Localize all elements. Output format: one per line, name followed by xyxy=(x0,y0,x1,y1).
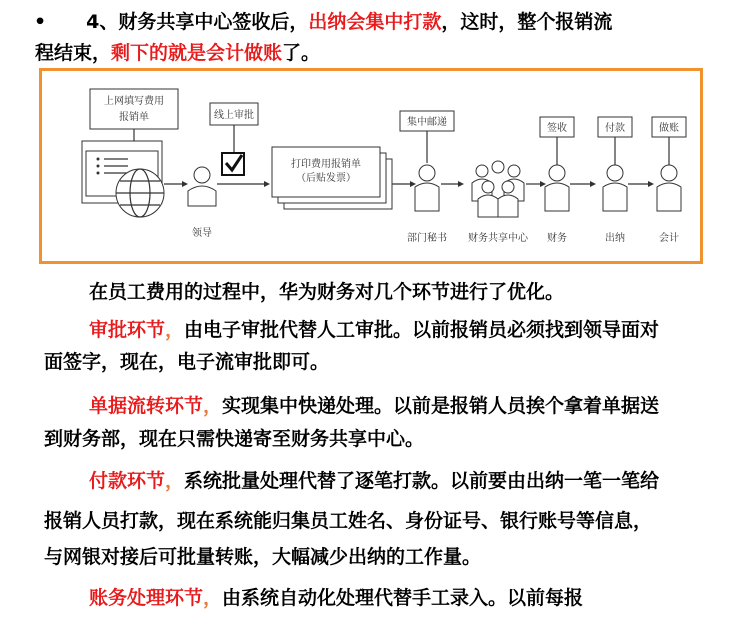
intro-text: 4、财务共享中心签收后， xyxy=(86,11,309,33)
finance-label: 财务 xyxy=(547,233,567,244)
intro-text-2-end: 了。 xyxy=(282,42,321,64)
section-approval xyxy=(89,318,659,342)
intro-line-2 xyxy=(35,41,320,65)
print-label-2: （后贴发票） xyxy=(296,173,356,184)
mail-label: 集中邮递 xyxy=(407,117,447,128)
intro-line-1 xyxy=(34,10,612,34)
online-form-label: 上网填写费用 xyxy=(104,96,164,107)
section-accounting-head: 账务处理环节 xyxy=(89,587,204,609)
section-payment xyxy=(89,469,659,493)
intro-highlight-cashier: 出纳会集中打款 xyxy=(308,11,442,33)
section-payment-line-3: 与网银对接后可批量转账，大幅减少出纳的工作量。 xyxy=(44,546,482,568)
secretary-label: 部门秘书 xyxy=(407,233,447,244)
comma: ， xyxy=(203,395,223,417)
section-approval-line-2: 面签字，现在，电子流审批即可。 xyxy=(44,351,330,373)
comma: ， xyxy=(165,319,185,341)
section-payment-text: 系统批量处理代替了逐笔打款。以前要由出纳一笔一笔给 xyxy=(184,470,660,492)
bullet: • xyxy=(34,11,47,33)
section-document-flow xyxy=(89,394,659,418)
secretary-person-icon xyxy=(415,165,439,211)
sign-label: 签收 xyxy=(547,123,567,134)
process-diagram-svg xyxy=(42,71,700,261)
center-label: 财务共享中心 xyxy=(468,233,528,244)
callout-online-form xyxy=(90,89,178,129)
pay-label: 付款 xyxy=(605,123,625,134)
body-line-1: 在员工费用的过程中，华为财务对几个环节进行了优化。 xyxy=(89,281,565,303)
section-accounting xyxy=(89,586,583,610)
section-approval-text: 由电子审批代替人工审批。以前报销员必须找到领导面对 xyxy=(184,319,660,341)
accountant-person-icon xyxy=(657,165,681,211)
online-form-label-2: 报销单 xyxy=(119,112,149,123)
approval-label: 线上审批 xyxy=(214,110,254,121)
book-label: 做账 xyxy=(659,123,679,134)
section-document-flow-line-2: 到财务部，现在只需快递寄至财务共享中心。 xyxy=(44,428,425,450)
section-document-flow-text: 实现集中快递处理。以前是报销人员挨个拿着单据送 xyxy=(222,395,660,417)
shared-center-group-icon xyxy=(472,161,524,217)
web-form-icon xyxy=(82,141,164,217)
print-label: 打印费用报销单 xyxy=(291,159,361,170)
section-document-flow-head: 单据流转环节 xyxy=(89,395,204,417)
leader-person-icon xyxy=(188,167,216,206)
leader-label: 领导 xyxy=(192,228,212,239)
intro-highlight-accounting: 剩下的就是会计做账 xyxy=(111,42,283,64)
section-payment-line-2: 报销人员打款，现在系统能归集员工姓名、身份证号、银行账号等信息， xyxy=(44,510,653,532)
cashier-person-icon xyxy=(603,165,627,211)
intro-text-2: 程结束， xyxy=(35,42,112,64)
finance-person-icon xyxy=(545,165,569,211)
section-approval-head: 审批环节 xyxy=(89,319,166,341)
accountant-label: 会计 xyxy=(659,233,679,244)
cashier-label: 出纳 xyxy=(605,233,625,244)
section-payment-head: 付款环节 xyxy=(89,470,166,492)
process-diagram xyxy=(39,68,703,264)
intro-text-end: ，这时，整个报销流 xyxy=(441,11,613,33)
section-accounting-text: 由系统自动化处理代替手工录入。以前每报 xyxy=(222,587,584,609)
comma: ， xyxy=(203,587,223,609)
comma: ， xyxy=(165,470,185,492)
